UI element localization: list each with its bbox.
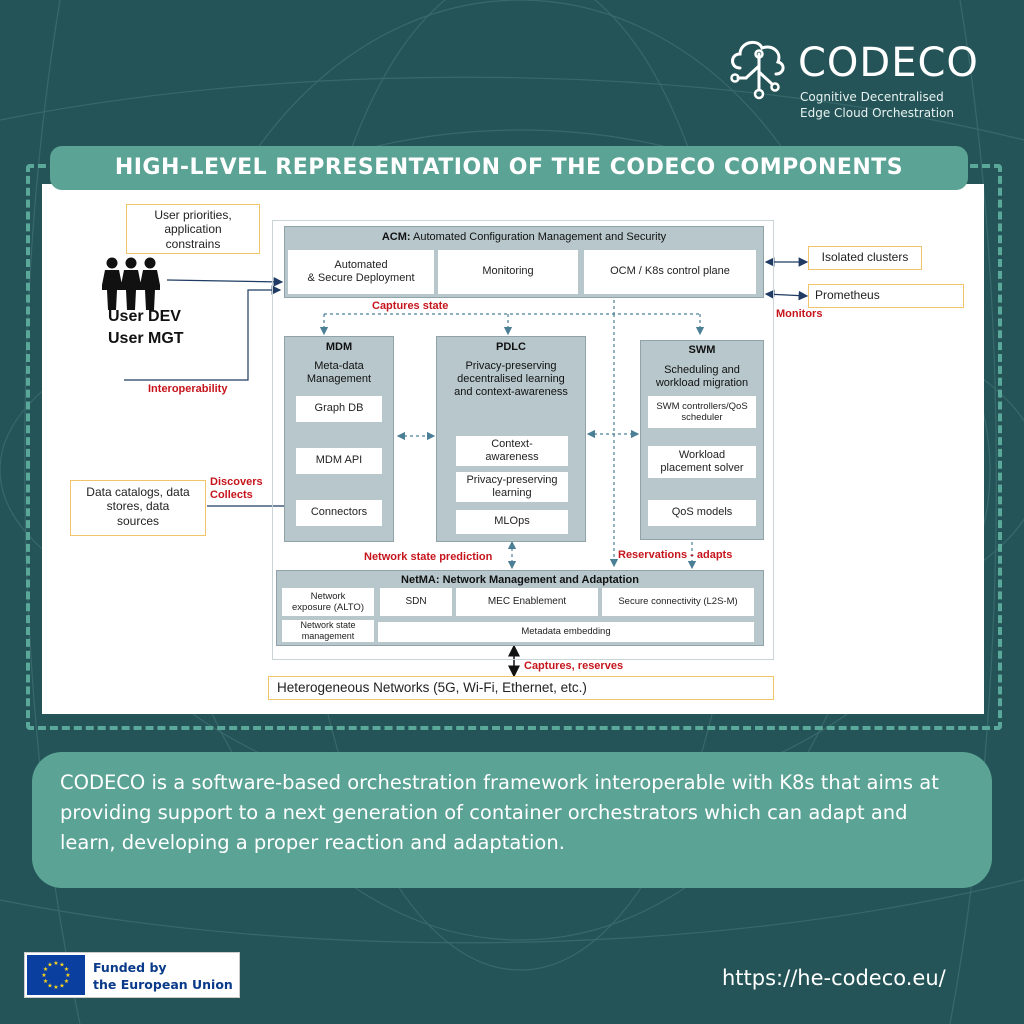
swm-item1-line1: SWM controllers/QoS: [656, 400, 748, 412]
acm-automated-deployment: [288, 250, 434, 294]
svg-text:★: ★: [41, 972, 47, 979]
swm-title: SWM: [688, 344, 716, 356]
acm-title-bold: ACM:: [381, 231, 411, 243]
acm-monitoring: Monitoring: [438, 250, 578, 294]
svg-text:★: ★: [47, 982, 53, 990]
netma-exposure-line1: Network: [310, 590, 346, 602]
mdm-subtitle-line2: Management: [306, 373, 372, 386]
data-catalogs-box: [70, 480, 206, 536]
swm-item2-line2: placement solver: [660, 462, 744, 474]
svg-text:★: ★: [53, 984, 59, 991]
swm-item2-line1: Workload: [678, 448, 726, 461]
svg-text:★: ★: [59, 982, 65, 990]
netma-state-line1: Network state: [300, 620, 356, 631]
swm-subtitle-line1: Scheduling and: [664, 364, 740, 376]
acm-title: [284, 231, 764, 243]
isolated-clusters-box: Isolated clusters: [808, 246, 922, 270]
discovers-text: Discovers: [210, 476, 263, 488]
user-mgt-label: User MGT: [108, 330, 184, 347]
pdlc-subtitle-line2: decentralised learning: [457, 373, 565, 386]
pdlc-context-awareness: [456, 436, 568, 466]
eu-funding-badge: [24, 952, 240, 998]
eu-stars-icon: [27, 955, 85, 995]
data-catalogs-line2: stores, data: [106, 499, 170, 514]
pdlc-subtitle: [436, 360, 586, 400]
svg-text:★: ★: [63, 966, 70, 973]
pdlc-item2-line2: learning: [492, 487, 532, 499]
mdm-connectors: Connectors: [296, 500, 382, 526]
user-dev-label: User DEV: [108, 308, 181, 325]
mdm-title: MDM: [325, 341, 353, 353]
swm-subtitle: [640, 364, 764, 390]
pdlc-item1-line2: awareness: [485, 451, 539, 463]
eu-funded-line2: the European Union: [93, 977, 233, 992]
mdm-graph-db: Graph DB: [296, 396, 382, 422]
netma-title: NetMA: Network Management and Adaptation: [401, 574, 639, 586]
svg-text:★: ★: [53, 960, 59, 967]
acm-ocm-control-plane: OCM / K8s control plane: [584, 250, 756, 294]
captures-state-label: Captures state: [372, 300, 449, 312]
netma-sdn: SDN: [380, 588, 452, 616]
discovers-label: [210, 476, 263, 502]
acm-title-rest: Automated Configuration Management and Security: [410, 231, 667, 243]
brand-tagline-line1: Cognitive Decentralised: [800, 90, 944, 104]
pdlc-title: PDLC: [496, 341, 526, 353]
description-text: CODECO is a software-based orchestration framework interoperable with K8s that aims at providing support to a next generation of container orchestrators which can adapt and learn, developing a proper reaction and adaptation.: [32, 752, 992, 888]
svg-text:★: ★: [59, 961, 65, 969]
netma-network-state-management: [282, 620, 374, 642]
collects-text: Collects: [210, 489, 253, 502]
page-title: HIGH-LEVEL REPRESENTATION OF THE CODECO COMPONENTS: [50, 146, 968, 190]
mdm-subtitle-line1: Meta-data: [314, 360, 364, 372]
swm-subtitle-line2: workload migration: [655, 377, 749, 390]
pdlc-item2-line1: Privacy-preserving: [466, 473, 558, 486]
svg-text:★: ★: [47, 961, 53, 969]
user-priorities-line2: application: [164, 222, 222, 237]
pdlc-privacy-learning: [456, 472, 568, 502]
brand-name: CODECO: [798, 40, 979, 86]
website-link[interactable]: https://he-codeco.eu/: [722, 966, 946, 990]
data-catalogs-line1: Data catalogs, data: [86, 485, 190, 499]
netma-network-exposure: [282, 588, 374, 616]
swm-item1-line2: scheduler: [681, 412, 723, 423]
pdlc-mlops: MLOps: [456, 510, 568, 534]
user-priorities-line3: constrains: [165, 236, 221, 251]
acm-box1-line2: & Secure Deployment: [307, 272, 415, 284]
eu-funded-line1: Funded by: [93, 960, 167, 975]
heterogeneous-networks-box: Heterogeneous Networks (5G, Wi-Fi, Ethernet, etc.): [268, 676, 774, 700]
architecture-diagram: [42, 184, 984, 714]
interoperability-label: Interoperability: [148, 383, 228, 395]
netma-secure-connectivity: Secure connectivity (L2S-M): [602, 588, 754, 616]
swm-qos-models: QoS models: [648, 500, 756, 526]
svg-text:★: ★: [63, 978, 70, 985]
mdm-api: MDM API: [296, 448, 382, 474]
svg-text:★: ★: [42, 966, 49, 973]
codeco-logo: [728, 34, 1008, 124]
swm-controllers: [648, 396, 756, 428]
netma-exposure-line2: exposure (ALTO): [292, 602, 364, 613]
network-state-prediction-label: Network state prediction: [364, 551, 493, 563]
user-priorities-line1: User priorities,: [154, 208, 232, 222]
svg-text:★: ★: [65, 972, 71, 979]
mdm-subtitle: [284, 360, 394, 386]
pdlc-item1-line1: Context-: [491, 437, 533, 450]
data-catalogs-line3: sources: [116, 513, 160, 528]
monitors-label: Monitors: [776, 308, 823, 320]
netma-metadata-embedding: Metadata embedding: [378, 622, 754, 642]
eu-flag-icon: [27, 955, 85, 995]
prometheus-box: Prometheus: [808, 284, 964, 308]
captures-reserves-label: Captures, reserves: [524, 660, 624, 672]
pdlc-subtitle-line3: and context-awareness: [454, 386, 568, 399]
pdlc-subtitle-line1: Privacy-preserving: [465, 360, 557, 372]
user-priorities-box: [126, 204, 260, 254]
svg-text:★: ★: [42, 978, 49, 985]
brand-tagline-line2: Edge Cloud Orchestration: [800, 106, 955, 120]
swm-placement-solver: [648, 446, 756, 478]
reservations-adapts-label: Reservations - adapts: [618, 549, 733, 561]
cloud-network-icon: [728, 34, 790, 100]
users-icon: [102, 256, 160, 312]
netma-mec-enablement: MEC Enablement: [456, 588, 598, 616]
acm-box1-line1: Automated: [334, 258, 388, 271]
netma-state-line2: management: [301, 631, 355, 641]
